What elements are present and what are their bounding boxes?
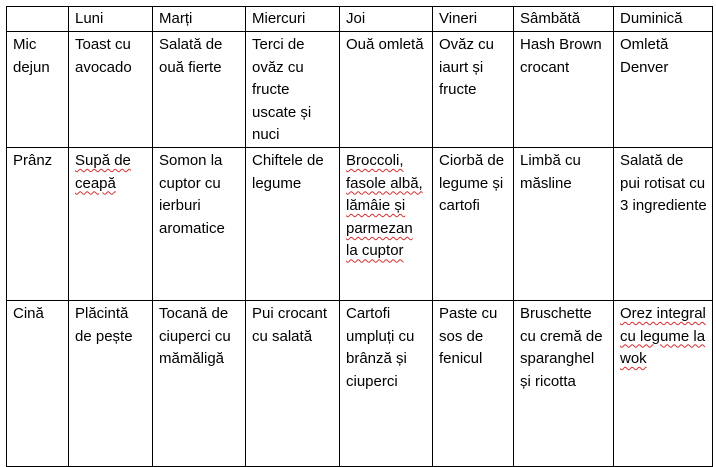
table-row-pranz	[7, 147, 713, 300]
header-row	[7, 7, 713, 32]
spellcheck-underlined-text: Supă de ceapă	[75, 151, 131, 192]
meal-cell: Ovăz cu iaurt și fructe	[433, 32, 514, 148]
meal-cell: Tocană de ciuperci cu mămăligă	[153, 300, 246, 466]
day-header-sambata: Sâmbătă	[514, 7, 614, 32]
meal-cell: Plăcintă de pește	[69, 300, 153, 466]
meal-cell: Cartofi umpluți cu brânză și ciuperci	[340, 300, 433, 466]
meal-cell: Hash Brown crocant	[514, 32, 614, 148]
meal-cell	[340, 147, 433, 300]
corner-cell	[7, 7, 69, 32]
day-header-joi: Joi	[340, 7, 433, 32]
day-header-luni: Luni	[69, 7, 153, 32]
day-header-marti: Marți	[153, 7, 246, 32]
meal-cell: Bruschette cu cremă de sparanghel și ricotta	[514, 300, 614, 466]
meal-cell: Terci de ovăz cu fructe uscate și nuci	[246, 32, 340, 148]
day-header-duminica: Duminică	[614, 7, 713, 32]
meal-cell: Chiftele de legume	[246, 147, 340, 300]
day-header-miercuri: Miercuri	[246, 7, 340, 32]
meal-cell: Toast cu avocado	[69, 32, 153, 148]
row-label-cina: Cină	[7, 300, 69, 466]
table-row-mic-dejun	[7, 32, 713, 148]
table-row-cina	[7, 300, 713, 466]
meal-cell: Salată de ouă fierte	[153, 32, 246, 148]
meal-cell	[614, 300, 713, 466]
meal-cell: Limbă cu măsline	[514, 147, 614, 300]
meal-cell: Pui crocant cu salată	[246, 300, 340, 466]
meal-cell	[69, 147, 153, 300]
meal-cell: Omletă Denver	[614, 32, 713, 148]
meal-cell: Salată de pui rotisat cu 3 ingrediente	[614, 147, 713, 300]
spellcheck-underlined-text: Orez integral cu legume la wok	[620, 304, 706, 368]
meal-cell: Somon la cuptor cu ierburi aromatice	[153, 147, 246, 300]
spellcheck-underlined-text: Broccoli, fasole albă, lămâie și parmezan la cuptor	[346, 151, 423, 260]
meal-plan-table	[6, 6, 713, 467]
row-label-pranz: Prânz	[7, 147, 69, 300]
day-header-vineri: Vineri	[433, 7, 514, 32]
meal-cell: Paste cu sos de fenicul	[433, 300, 514, 466]
meal-cell: Ouă omletă	[340, 32, 433, 148]
meal-cell: Ciorbă de legume și cartofi	[433, 147, 514, 300]
row-label-mic-dejun: Mic dejun	[7, 32, 69, 148]
